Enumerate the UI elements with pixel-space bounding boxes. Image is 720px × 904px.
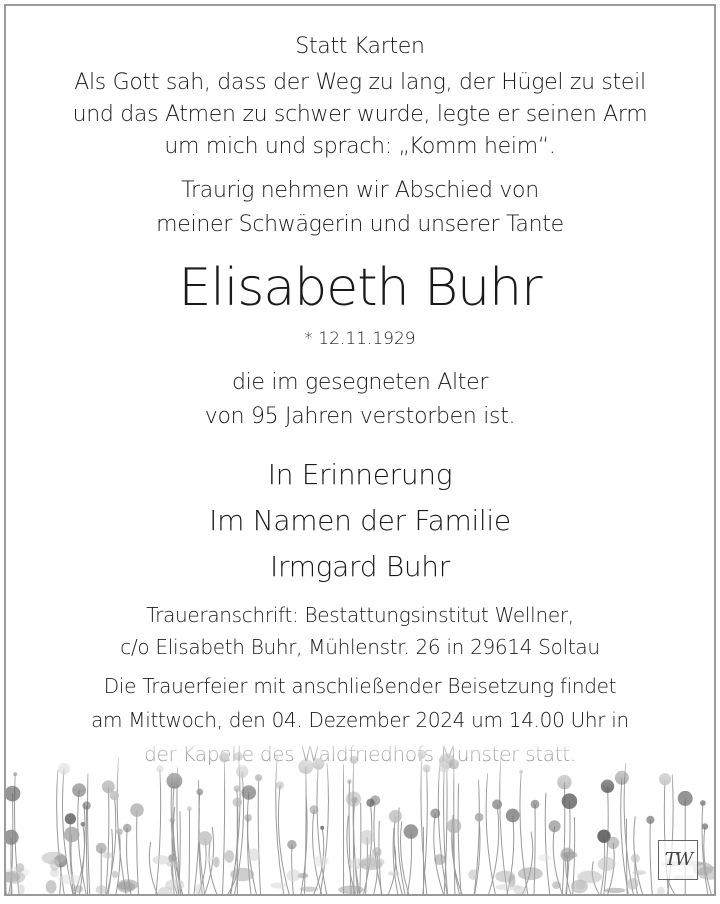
- logo-monogram: TW: [665, 849, 692, 870]
- age-line: von 95 Jahren verstorben ist.: [6, 404, 714, 429]
- obituary-card: [4, 4, 716, 896]
- signature-line: Irmgard Buhr: [6, 550, 714, 583]
- funeral-home-logo: [658, 840, 698, 880]
- poem-line: um mich und sprach: „Komm heim“.: [6, 134, 714, 159]
- service-line: am Mittwoch, den 04. Dezember 2024 um 14.00 Uhr in: [6, 708, 714, 732]
- address-line: c/o Elisabeth Buhr, Mühlenstr. 26 in 29614 Soltau: [6, 635, 714, 659]
- deceased-name: Elisabeth Buhr: [6, 258, 714, 318]
- signature-line: In Erinnerung: [6, 458, 714, 491]
- meadow-stem: [714, 847, 716, 894]
- intro-line: meiner Schwägerin und unserer Tante: [6, 212, 714, 237]
- address-line: Traueranschrift: Bestattungsinstitut Wellner,: [6, 603, 714, 627]
- heading: Statt Karten: [6, 34, 714, 59]
- flower-meadow-illustration: [6, 734, 716, 894]
- signature-line: Im Namen der Familie: [6, 504, 714, 537]
- intro-line: Traurig nehmen wir Abschied von: [6, 178, 714, 203]
- poem-line: Als Gott sah, dass der Weg zu lang, der Hügel zu steil: [6, 70, 714, 95]
- service-line: Die Trauerfeier mit anschließender Beisetzung findet: [6, 674, 714, 698]
- poem-line: und das Atmen zu schwer wurde, legte er seinen Arm: [6, 102, 714, 127]
- age-line: die im gesegneten Alter: [6, 370, 714, 395]
- birth-date: * 12.11.1929: [6, 329, 714, 349]
